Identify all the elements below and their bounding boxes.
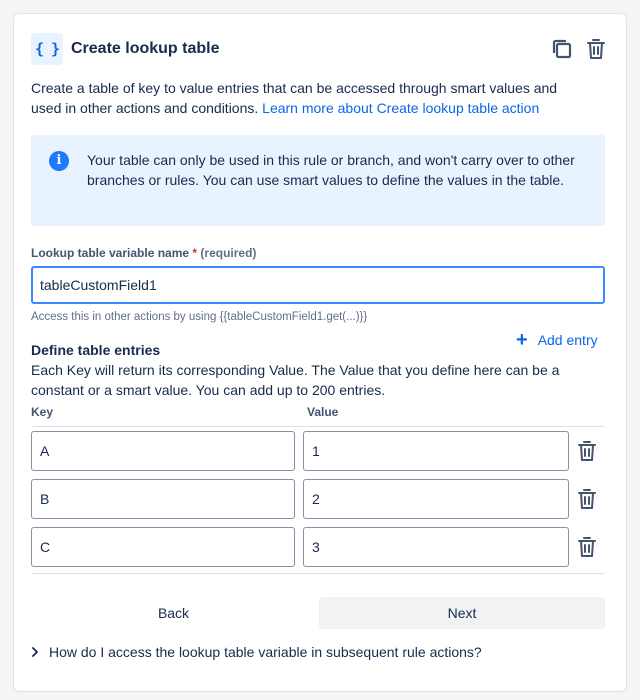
delete-row-icon[interactable] [577,535,601,559]
learn-more-link[interactable]: Learn more about Create lookup table action [262,100,540,116]
table-row [31,527,605,567]
key-input[interactable]: B [31,479,295,519]
next-button[interactable]: Next [319,597,605,629]
value-column-header: Value [307,405,339,419]
define-entries-description: Each Key will return its corresponding Value. The Value that you define here can be a constant or a smart value. You can add up to 200 entries. [31,362,560,398]
delete-action-icon[interactable] [584,37,608,61]
braces-icon: { } [31,33,63,65]
panel-header [31,33,608,65]
faq-text: How do I access the lookup table variable in subsequent rule actions? [49,644,482,660]
variable-helper-text: Access this in other actions by using {{tableCustomField1.get(...)}} [31,311,368,323]
value-input[interactable]: 1 [303,431,569,471]
info-banner [31,135,605,226]
value-input[interactable]: 2 [303,479,569,519]
variable-name-input[interactable]: tableCustomField1 [31,266,605,304]
description-text: Create a table of key to value entries that can be accessed through smart values and used in other actions and conditions. [31,80,558,116]
define-entries-title: Define table entries [31,342,161,358]
key-input[interactable]: C [31,527,295,567]
delete-row-icon[interactable] [577,439,601,463]
add-entry-label: Add entry [537,332,598,348]
action-description [31,78,591,118]
table-row [31,431,605,471]
key-input[interactable]: A [31,431,295,471]
table-row [31,479,605,519]
duplicate-icon[interactable] [550,37,574,61]
info-banner-text: Your table can only be used in this rule or branch, and won't carry over to other branches or rules. You can use smart values to define the values in the table. [87,152,575,188]
entries-top-divider [31,426,605,427]
entries-bottom-divider [31,573,605,574]
delete-row-icon[interactable] [577,487,601,511]
variable-label-text: Lookup table variable name [31,246,190,260]
required-star: * [192,246,198,260]
required-text: (required) [200,246,257,260]
page-title: Create lookup table [71,40,220,57]
faq-expander[interactable] [31,644,482,660]
add-entry-button[interactable] [516,329,598,351]
plus-icon: + [516,329,528,351]
value-input[interactable]: 3 [303,527,569,567]
key-column-header: Key [31,405,54,419]
header-actions [550,37,608,61]
chevron-right-icon [31,647,39,657]
variable-name-label [31,246,256,260]
back-button[interactable]: Back [157,605,190,621]
info-icon: i [49,151,69,171]
create-lookup-table-panel [13,13,627,692]
